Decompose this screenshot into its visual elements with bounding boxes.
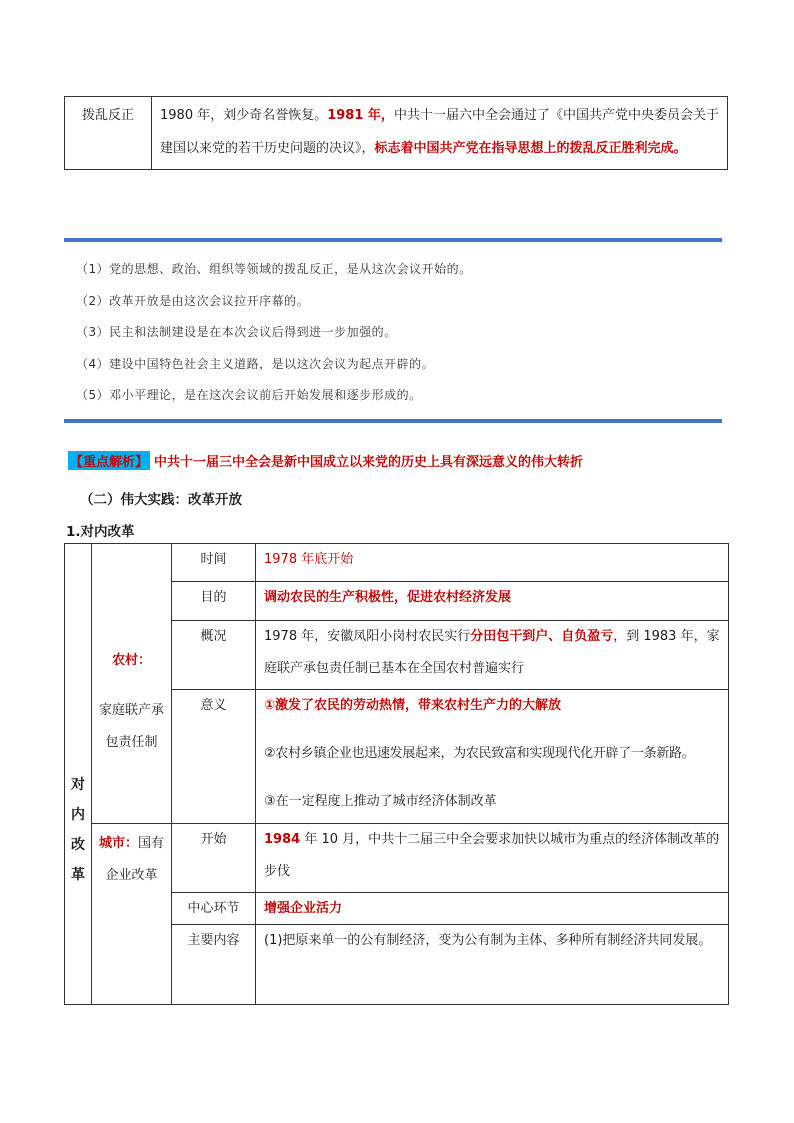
value-cell (256, 690, 729, 824)
significance-3: ③在一定程度上推动了城市经济体制改革 (264, 794, 497, 809)
row-value: (1)把原来单一的公有制经济，变为公有制为主体、多种所有制经济共同发展。 (264, 933, 712, 948)
row-value: 1978 年底开始 (264, 552, 354, 567)
section-title: （二）伟大实践：改革开放 (80, 492, 242, 508)
key-cell (172, 621, 256, 690)
label-text: 拨乱反正 (81, 108, 134, 123)
city-cell (92, 824, 172, 1005)
row-value: 1978 年，安徽凤阳小岗村农民实行 (264, 629, 471, 644)
vertical-char: 革 (71, 867, 85, 883)
vertical-char: 对 (71, 777, 85, 793)
key-analysis (68, 451, 583, 470)
row-value-highlight: 分田包干到户、自负盈亏 (470, 629, 614, 644)
row-key: 目的 (200, 590, 227, 605)
domestic-reform-table (64, 543, 729, 1005)
content-conclusion: 标志着中国共产党在指导思想上的拨乱反正胜利完成。 (374, 141, 687, 156)
content-part-1: 1980 年，刘少奇名誉恢复。 (160, 108, 328, 123)
row-key: 主要内容 (187, 933, 240, 948)
value-cell (256, 893, 729, 925)
value-cell (256, 621, 729, 690)
vertical-char: 改 (71, 837, 85, 853)
value-cell (256, 582, 729, 621)
row-value-year: 1984 (264, 832, 301, 847)
row-key: 意义 (200, 698, 227, 713)
key-tag: 【重点解析】 (68, 451, 150, 470)
rural-cell (92, 544, 172, 824)
note-item: （1）党的思想、政治、组织等领域的拨乱反正，是从这次会议开始的。 (76, 262, 472, 276)
key-cell (172, 824, 256, 893)
row-value: 增强企业活力 (264, 901, 343, 916)
reform-vertical-label (65, 544, 92, 1005)
note-item: （5）邓小平理论，是在这次会议前后开始发展和逐步形成的。 (76, 388, 422, 402)
rural-label: 农村： (111, 652, 151, 668)
value-cell (256, 544, 729, 582)
city-desc: 国有企业改革 (105, 836, 165, 883)
boluan-table (64, 96, 728, 170)
note-item: （3）民主和法制建设是在本次会议后得到进一步加强的。 (76, 325, 397, 339)
subsection-title: 1.对内改革 (66, 524, 135, 540)
key-cell (172, 925, 256, 1005)
divider-bottom (64, 419, 722, 423)
note-item: （4）建设中国特色社会主义道路，是以这次会议为起点开辟的。 (76, 356, 435, 371)
key-cell (172, 544, 256, 582)
city-label: 城市： (98, 836, 138, 851)
content-part-3: 中共十一届六中全会通过了《中国共产党中央委员会关于建国以来党的若干历史问题的决议》， (160, 108, 719, 156)
key-cell (172, 893, 256, 925)
notes-list (76, 254, 716, 412)
key-text: 中共十一届三中全会是新中国成立以来党的历史上具有深远意义的伟大转折 (154, 455, 584, 470)
row-key: 概况 (200, 629, 227, 644)
significance-1: ①激发了农民的劳动热情，带来农村生产力的大解放 (264, 698, 562, 713)
value-cell (256, 925, 729, 1005)
content-year: 1981 年， (327, 108, 394, 123)
divider-top (64, 238, 722, 242)
vertical-char: 内 (71, 807, 85, 823)
row-content (152, 97, 728, 170)
key-cell (172, 582, 256, 621)
value-cell (256, 824, 729, 893)
key-cell (172, 690, 256, 824)
row-key: 开始 (200, 832, 227, 847)
row-key: 时间 (200, 552, 227, 567)
row-value: 年 10 月，中共十二届三中全会要求加快以城市为重点的经济体制改革的步伐 (264, 832, 720, 879)
row-label (65, 97, 152, 170)
significance-2: ②农村乡镇企业也迅速发展起来，为农民致富和实现现代化开辟了一条新路。 (264, 746, 695, 761)
row-key: 中心环节 (187, 901, 240, 916)
rural-desc: 家庭联产承包责任制 (99, 702, 165, 750)
row-value: ，到 1983 年，家庭联产承包责任制已基本在全国农村普遍实行 (264, 629, 720, 676)
row-value: 调动农民的生产积极性，促进农村经济发展 (264, 590, 512, 605)
note-item: （2）改革开放是由这次会议拉开序幕的。 (76, 293, 310, 308)
